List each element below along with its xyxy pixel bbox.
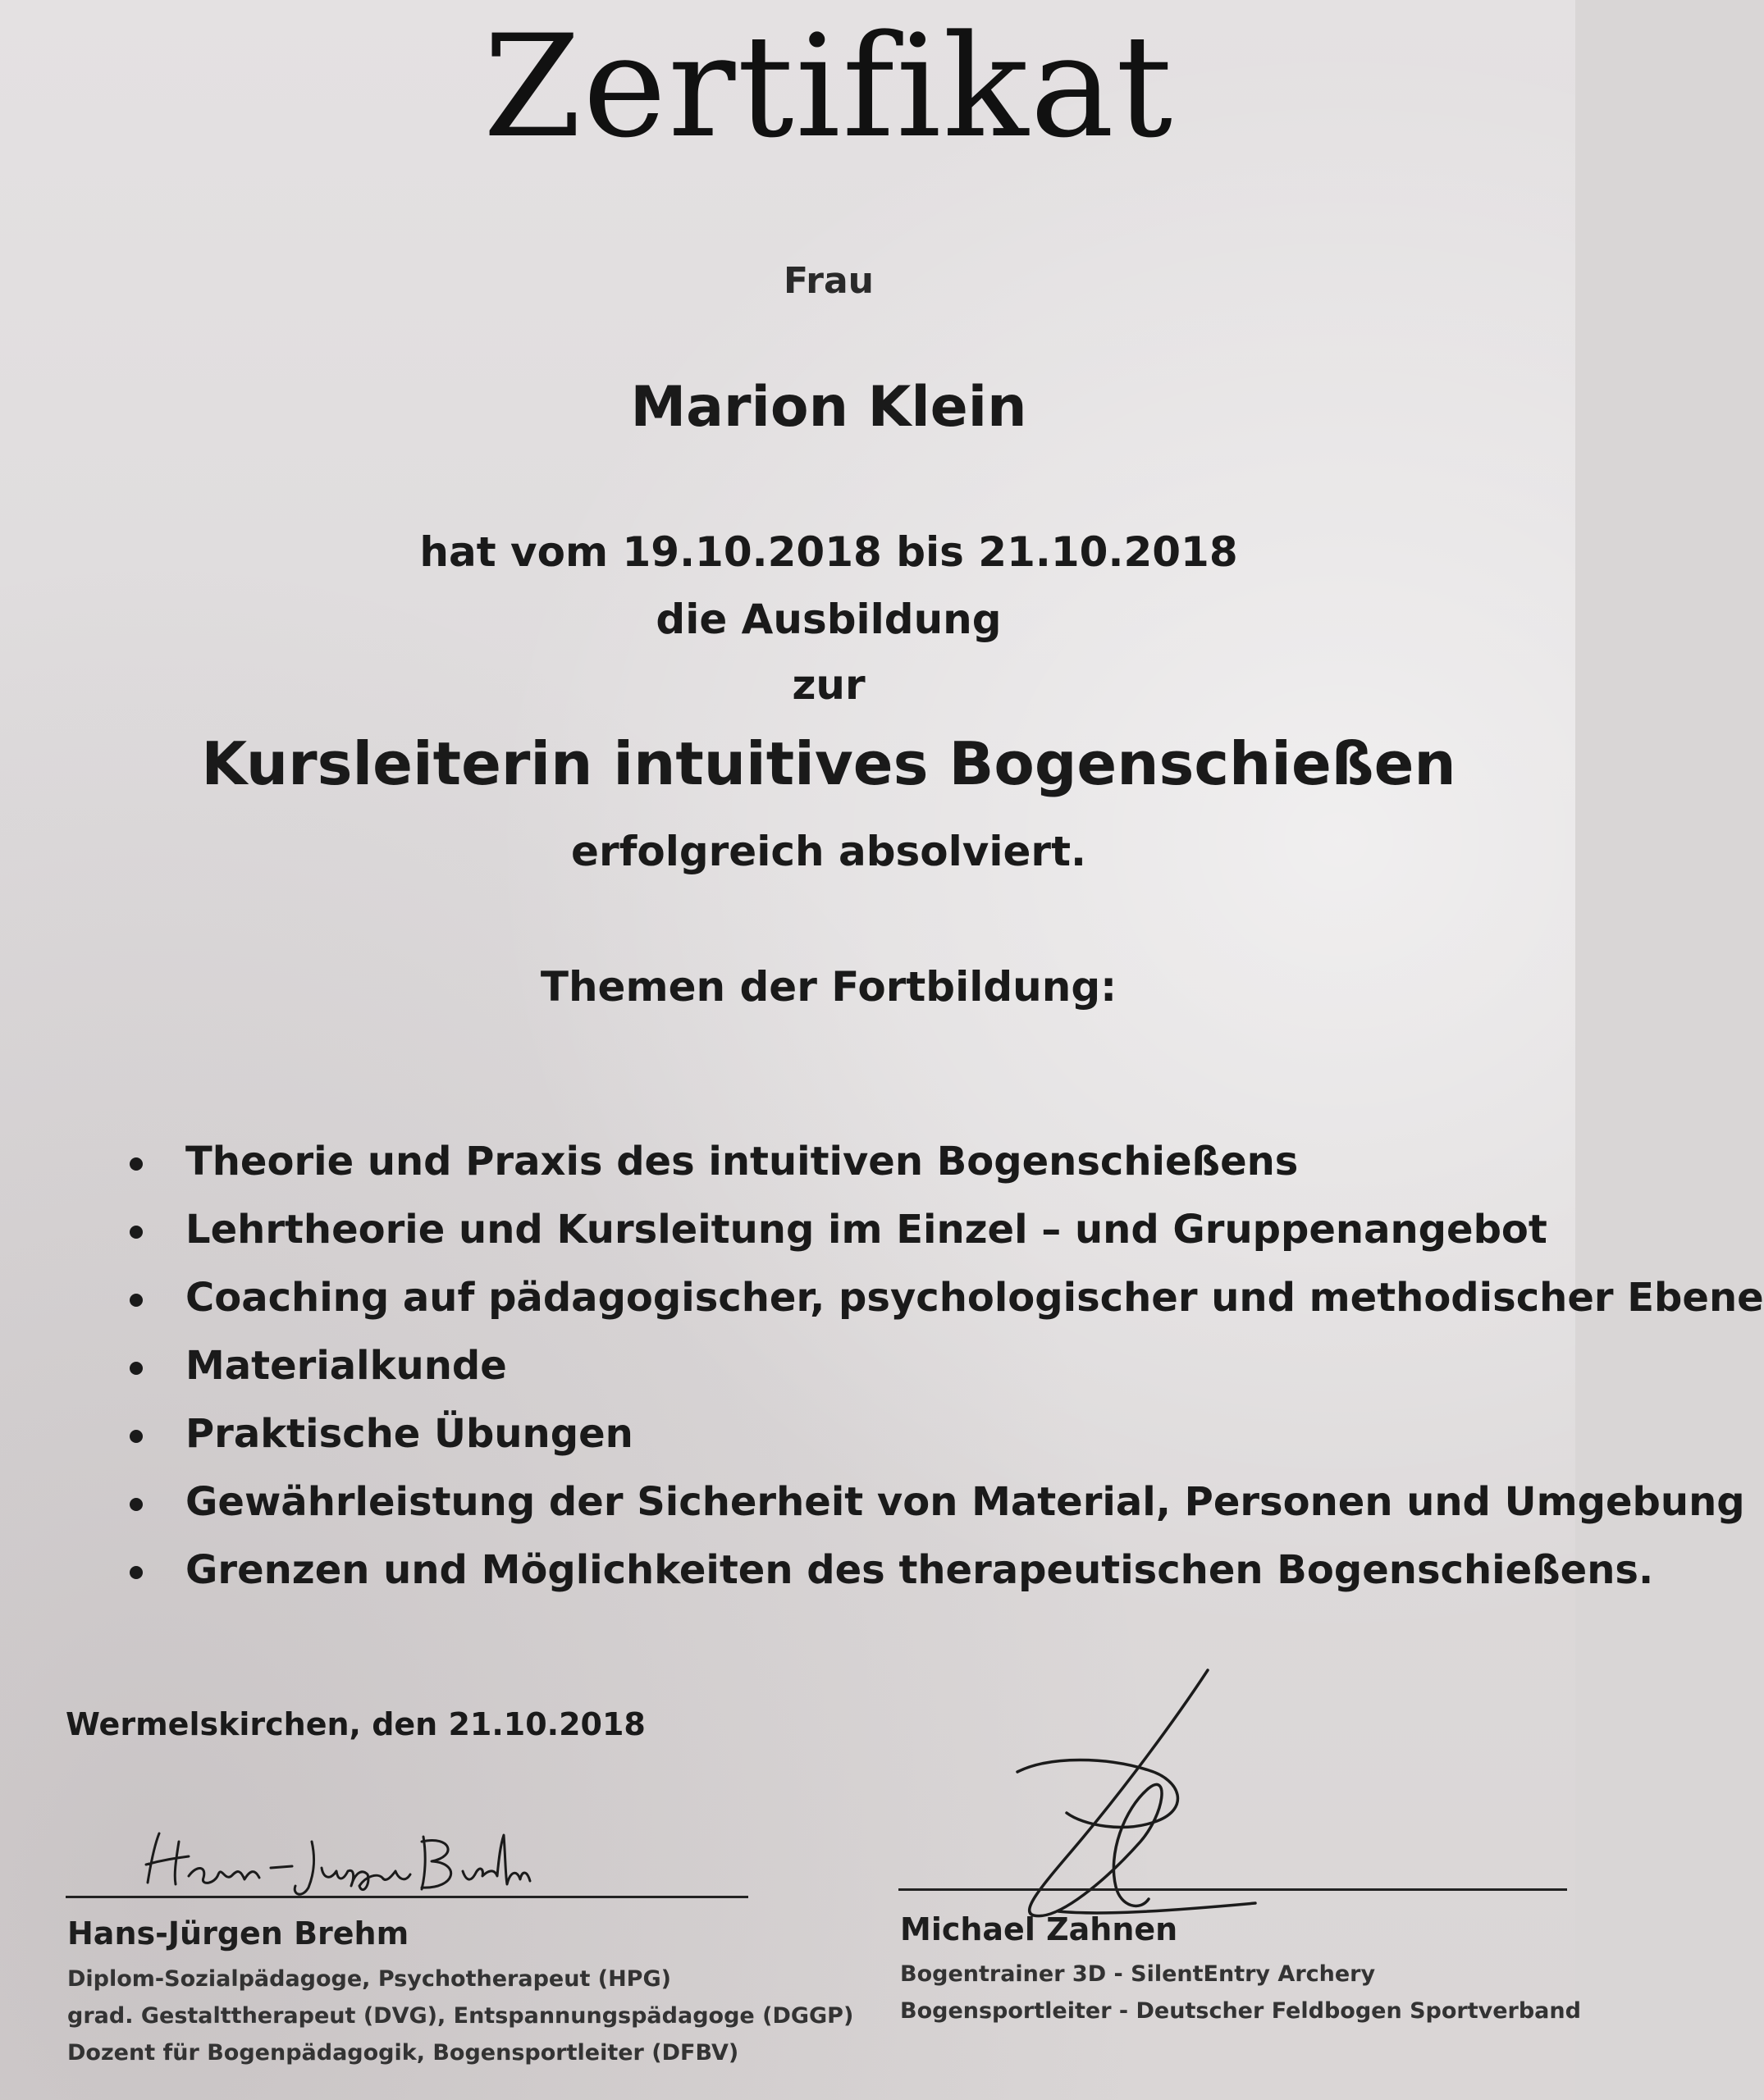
- topic-label: Grenzen und Möglichkeiten des therapeutischen Bogenschießens.: [185, 1547, 1654, 1593]
- signature-line-left: [66, 1896, 748, 1898]
- signature-line-right: [898, 1888, 1567, 1891]
- training-intro: die Ausbildung: [656, 596, 1002, 643]
- bullet-icon: [130, 1430, 143, 1443]
- list-item: [123, 1264, 1764, 1332]
- bullet-icon: [130, 1157, 143, 1171]
- topics-heading: Themen der Fortbildung:: [540, 963, 1117, 1011]
- topic-label: Lehrtheorie und Kursleitung im Einzel – und Gruppenangebot: [185, 1207, 1547, 1253]
- topic-label: Gewährleistung der Sicherheit von Material, Personen und Umgebung: [185, 1479, 1745, 1525]
- signature-brehm: [139, 1817, 533, 1907]
- list-item: [123, 1332, 1764, 1400]
- recipient-name: Marion Klein: [630, 375, 1027, 440]
- topic-label: Theorie und Praxis des intuitiven Bogenschießens: [185, 1139, 1299, 1185]
- topic-label: Coaching auf pädagogischer, psychologischer und methodischer Ebene: [185, 1275, 1764, 1321]
- training-connector: zur: [792, 661, 866, 709]
- topic-label: Praktische Übungen: [185, 1411, 633, 1457]
- signer-role-left: grad. Gestalttherapeut (DVG), Entspannungspädagoge (DGGP): [67, 2003, 854, 2029]
- certificate-title: Zertifikat: [482, 4, 1175, 169]
- signer-role-left: Dozent für Bogenpädagogik, Bogensportleiter (DFBV): [67, 2040, 739, 2066]
- bullet-icon: [130, 1498, 143, 1511]
- list-item: [123, 1536, 1764, 1605]
- list-item: [123, 1196, 1764, 1264]
- signer-role-left: Diplom-Sozialpädagoge, Psychotherapeut (HPG): [67, 1966, 671, 1992]
- salutation: Frau: [784, 260, 874, 302]
- signer-name-right: Michael Zahnen: [900, 1911, 1178, 1947]
- course-name: Kursleiterin intuitives Bogenschießen: [201, 729, 1456, 798]
- bullet-icon: [130, 1362, 143, 1375]
- topic-label: Materialkunde: [185, 1343, 507, 1389]
- signer-role-right: Bogentrainer 3D - SilentEntry Archery: [900, 1961, 1376, 1987]
- signature-zahnen: [985, 1665, 1296, 1936]
- list-item: [123, 1468, 1764, 1536]
- place-and-date: Wermelskirchen, den 21.10.2018: [66, 1706, 646, 1742]
- training-period: hat vom 19.10.2018 bis 21.10.2018: [419, 528, 1238, 576]
- list-item: [123, 1400, 1764, 1468]
- bullet-icon: [130, 1294, 143, 1307]
- completion-text: erfolgreich absolviert.: [571, 828, 1086, 875]
- signer-role-right: Bogensportleiter - Deutscher Feldbogen Sportverband: [900, 1998, 1581, 2024]
- topics-list: [123, 1128, 1764, 1605]
- signer-name-left: Hans-Jürgen Brehm: [67, 1915, 409, 1952]
- bullet-icon: [130, 1566, 143, 1579]
- list-item: [123, 1128, 1764, 1196]
- bullet-icon: [130, 1226, 143, 1239]
